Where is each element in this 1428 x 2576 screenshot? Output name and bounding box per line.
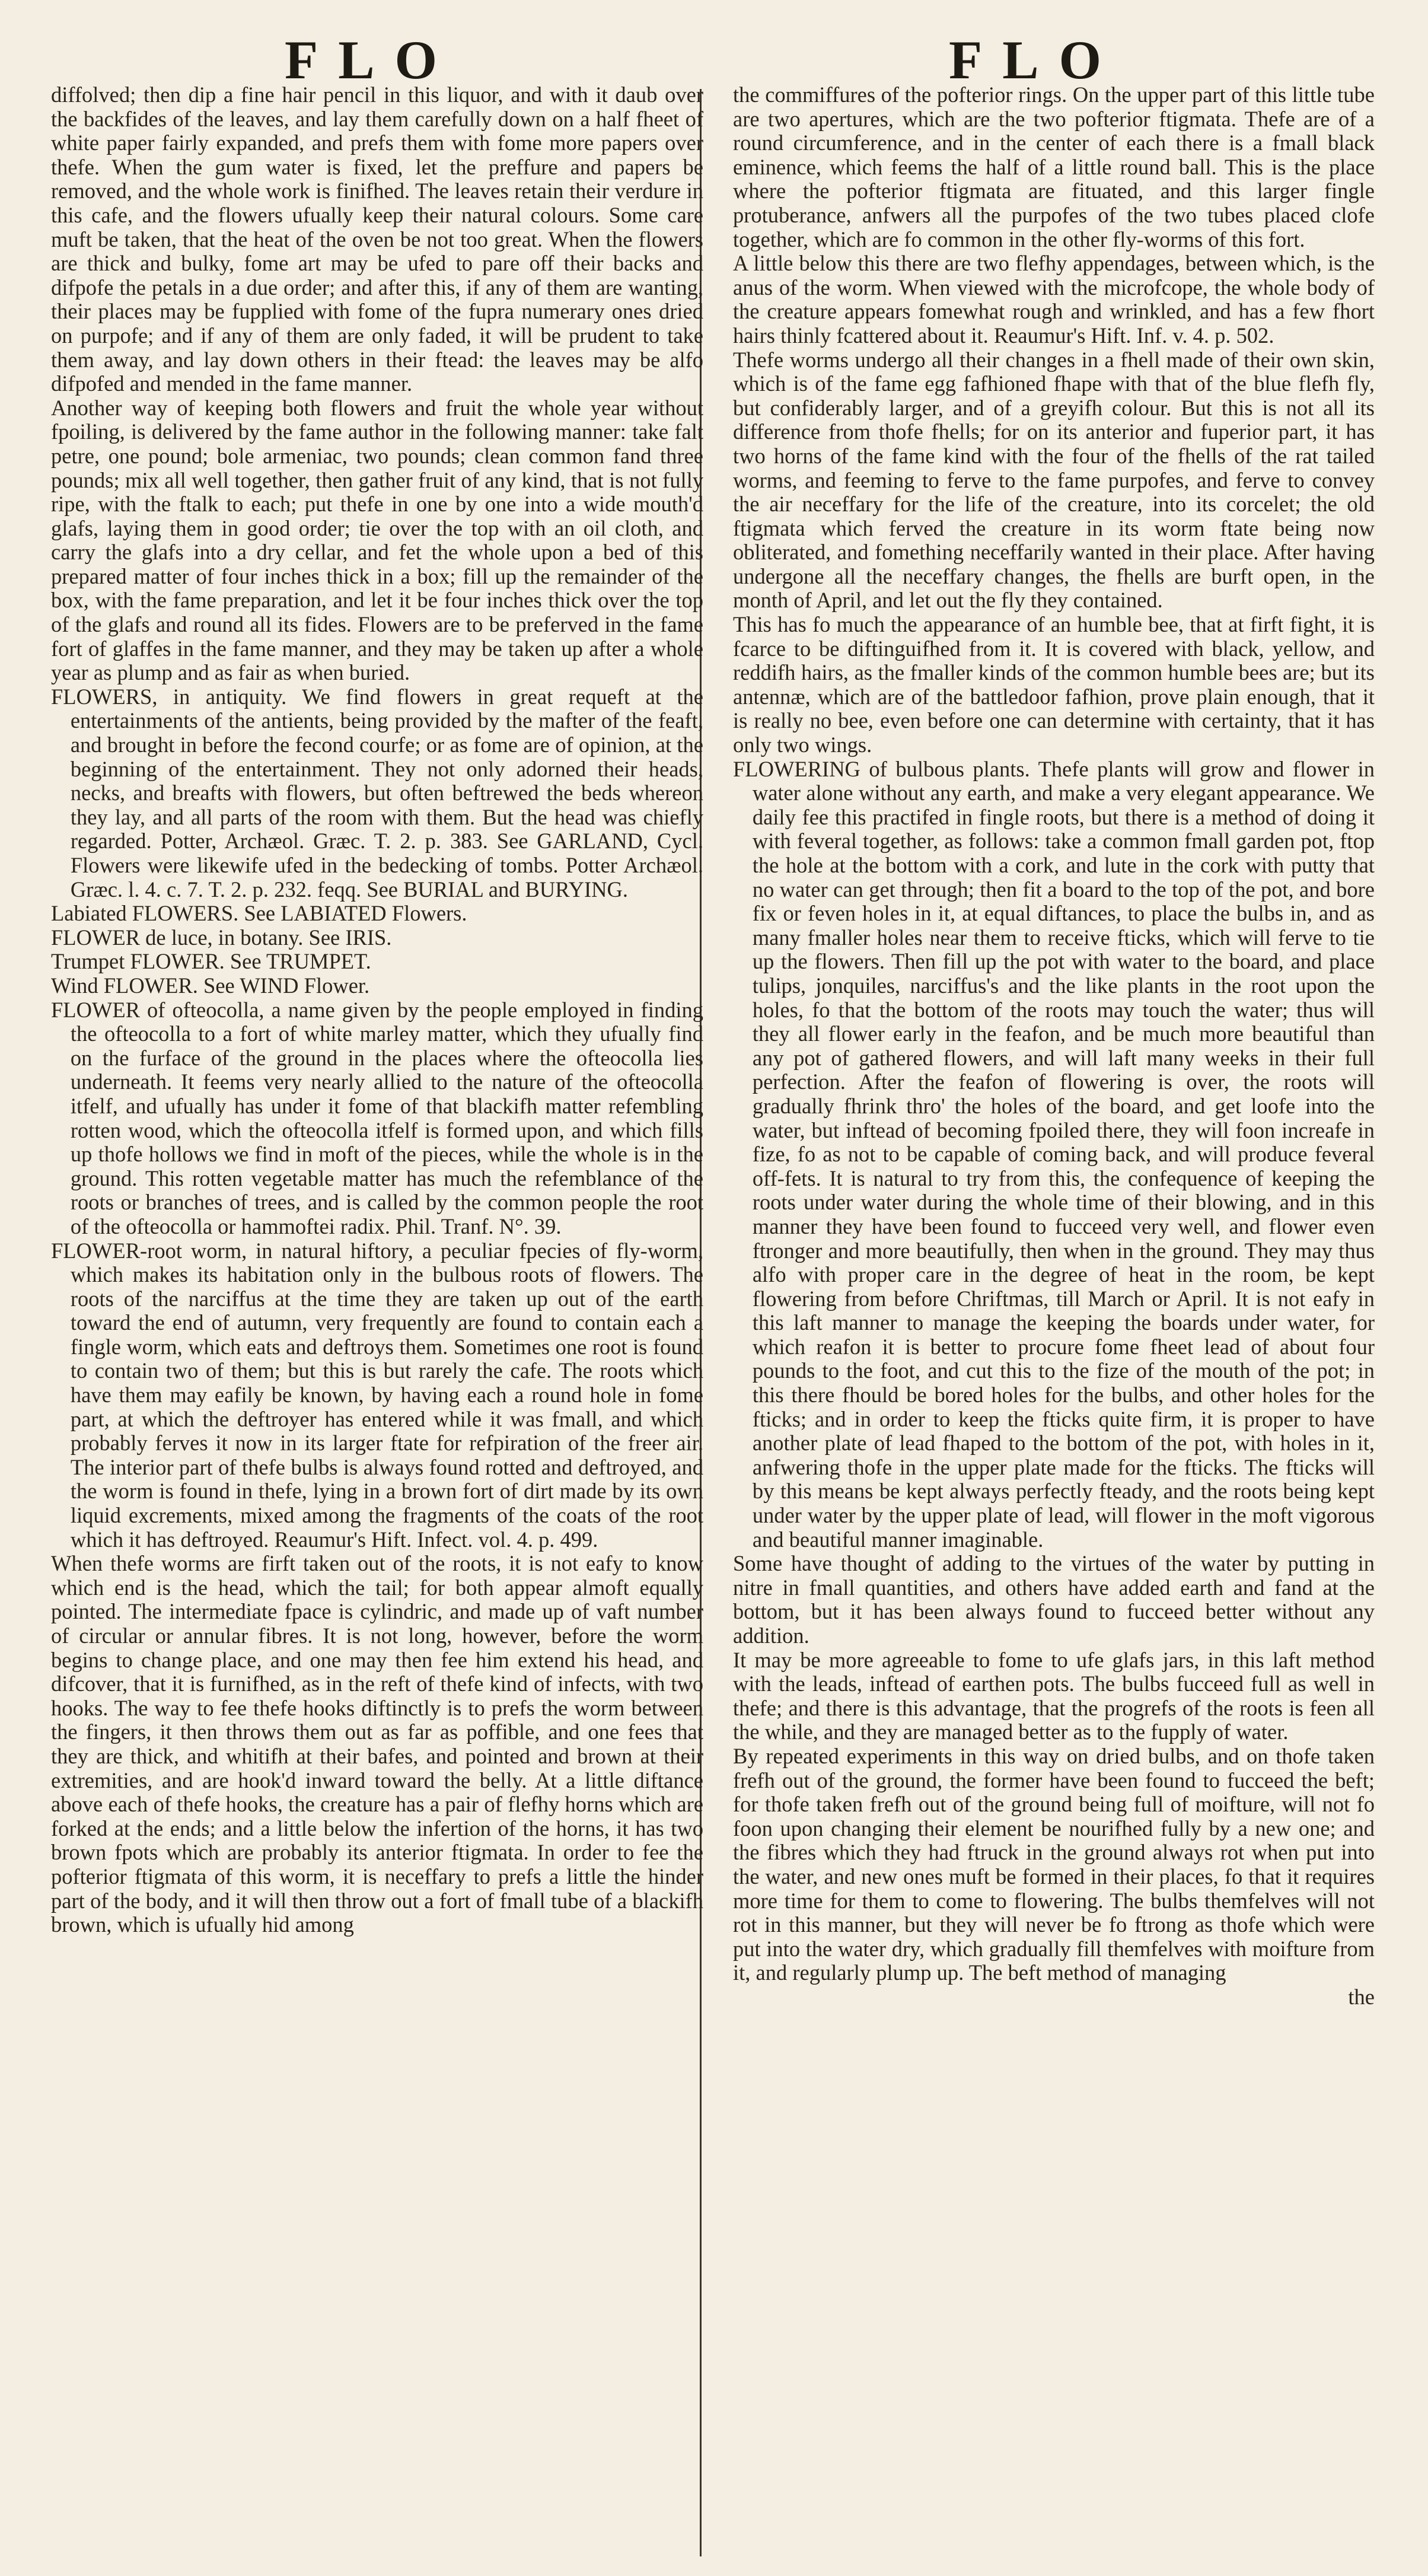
entry-flower-de-luce: FLOWER de luce, in botany. See IRIS. bbox=[51, 925, 392, 950]
left-column bbox=[51, 83, 703, 1937]
paragraph: By repeated experiments in this way on dried bulbs, and on thofe taken frefh out of the ground, the former have been found to fucceed the beft; for thofe taken frefh out of the ground being full of moifture, will not fo foon upon changing their element be nourifhed fully by a new one; and the fibres which they had ftruck in the ground always rot when put into the water, and new ones muft be formed in their places, fo that it requires more time for them to come to flowering. The bulbs themfelves will not rot in this manner, but they will never be fo ftrong as thofe which were put into the water dry, which gradually fill themfelves with moifture from it, and regularly plump up. The beft method of managing bbox=[733, 1743, 1375, 1985]
entry-trumpet-flower: Trumpet FLOWER. See TRUMPET. bbox=[51, 949, 371, 974]
catchword: the bbox=[1348, 1984, 1375, 2009]
paragraph: It may be more agreeable to fome to ufe glafs jars, in this laft method with the leads, inftead of earthen pots. The bulbs fucceed full as well in thefe; and there is this advantage, that the progrefs of the roots is feen all the while, and they are managed better as to the fupply of water. bbox=[733, 1647, 1375, 1744]
paragraph: This has fo much the appearance of an humble bee, that at firft fight, it is fcarce to be diftinguifhed from it. It is covered with black, yellow, and reddifh hairs, as the fmaller kinds of the common humble bees are; but its antennæ, which are of the battledoor fafhion, prove plain enough, that it is really no bee, even before one can determine with certainty, that it has only two wings. bbox=[733, 612, 1375, 757]
paragraph: When thefe worms are firft taken out of the roots, it is not eafy to know which end is the head, which the tail; for both appear almoft equally pointed. The intermediate fpace is cylindric, and made up of vaft number of circular or annular fibres. It is not long, however, before the worm begins to change place, and one may then fee him extend his head, and difcover, that it is furnifhed, as in the reft of thefe kind of infects, with two hooks. The way to fee thefe hooks diftinctly is to prefs the worm between the fingers, it then throws them out as far as poffible, and one fees that they are thick, and whitifh at their bafes, and pointed and brown at their extremities, and are hook'd inward toward the belly. At a little diftance above each of thefe hooks, the creature has a pair of flefhy horns which are forked at the ends; and a little below the infertion of the horns, it has two brown fpots which are probably its anterior ftigmata. In order to fee the pofterior ftigmata of this worm, it is neceffary to prefs a little the hinder part of the body, and it will then throw out a fort of fmall tube of a blackifh brown, which is ufually hid among bbox=[51, 1551, 703, 1937]
entry-wind-flower: Wind FLOWER. See WIND Flower. bbox=[51, 973, 370, 998]
entry-labiated-flowers: Labiated FLOWERS. See LABIATED Flowers. bbox=[51, 901, 467, 926]
right-column bbox=[733, 83, 1375, 2010]
entry-flowering-bulbous-plants: FLOWERING of bulbous plants. Thefe plants will grow and flower in water alone without any earth, and make a very elegant appearance. We daily fee this practifed in fingle roots, but there is a method of doing it with feveral together, as follows: take a common fmall garden pot, ftop the hole at the bottom with a cork, and lute in the cork with putty that no water can get through; then fit a board to the top of the pot, and bore fix or feven holes in it, at equal diftances, to place the bulbs in, and as many fmaller holes near them to receive fticks, which will ferve to tie up the flowers. Then fill up the pot with water to the board, and place tulips, jonquiles, narciffus's and the like plants in the root upon the holes, fo that the bottom of the roots may touch the water; thus will they all flower early in the feafon, and be much more beautiful than any pot of gathered flowers, and will laft many weeks in their full perfection. After the feafon of flowering is over, the roots will gradually fhrink thro' the holes of the board, and get loofe into the water, but inftead of becoming fpoiled there, they will foon increafe in fize, fo as not to be capable of coming back, and will produce feveral off-fets. It is natural to try from this, the confequence of keeping the roots under water during the whole time of their blowing, and in this manner they have been found to fucceed very well, and flower even ftronger and more beautifully, then when in the ground. They may thus alfo with proper care in the degree of heat in the room, be kept flowering from before Chriftmas, till March or April. It is not eafy in this laft manner to manage the keeping the boards under water, for which reafon it is better to procure fome fheet lead of about four pounds to the foot, and cut this to the fize of the mouth of the pot; in this there fhould be bored holes for the bulbs, and other holes for the fticks; and in order to keep the fticks quite firm, it is proper to have another plate of lead fhaped to the bottom of the pot, with holes in it, anfwering thofe in the upper plate made for the fticks. The fticks will by this means be kept always perfectly fteady, and the roots being kept under water by the upper plate of lead, will flower in the moft vigorous and beautiful manner imaginable. bbox=[733, 756, 1375, 1552]
paragraph: diffolved; then dip a fine hair pencil in this liquor, and with it daub over the backfides of the leaves, and lay them carefully down on a half fheet of white paper fairly expanded, and prefs them with fome more papers over thefe. When the gum water is fixed, let the preffure and papers be removed, and the whole work is finifhed. The leaves retain their verdure in this cafe, and the flowers ufually keep their natural colours. Some care muft be taken, that the heat of the oven be not too great. When the flowers are thick and bulky, fome art may be ufed to pare off their backs and difpofe the petals in a due order; and after this, if any of them are wanting, their places may be fupplied with fome of the fupra numerary ones dried on purpofe; and if any of them are only faded, it will be prudent to take them away, and lay down others in their ftead: the leaves may be alfo difpofed and mended in the fame manner. bbox=[51, 82, 703, 396]
entry-flower-root-worm: FLOWER-root worm, in natural hiftory, a peculiar fpecies of fly-worm, which makes its habitation only in the bulbous roots of flowers. The roots of the narciffus at the time they are taken up out of the earth toward the end of autumn, very frequently are found to contain each a fingle worm, which eats and deftroys them. Sometimes one root is found to contain two of them; but this is but rarely the cafe. The roots which have them may eafily be known, by having each a round hole in fome part, at which the deftroyer has entered while it was fmall, and which probably ferves it now in its larger ftate for refpiration of the freer air. The interior part of thefe bulbs is always found rotted and deftroyed, and the worm is found in thefe, lying in a brown fort of dirt made by its own liquid excrements, mixed among the fragments of the coats of the root which it has deftroyed. Reaumur's Hift. Infect. vol. 4. p. 499. bbox=[51, 1238, 703, 1552]
paragraph: Another way of keeping both flowers and fruit the whole year without fpoiling, is delivered by the fame author in the following manner: take falt petre, one pound; bole armeniac, two pounds; clean common fand three pounds; mix all well together, then gather fruit of any kind, that is not fully ripe, with the ftalk to each; put thefe in one by one into a wide mouth'd glafs, laying them in good order; tie over the top with an oil cloth, and carry the glafs into a dry cellar, and fet the whole upon a bed of this prepared matter of four inches thick in a box; fill up the remainder of the box, with the fame preparation, and let it be four inches thick over the top of the glafs and round all its fides. Flowers are to be preferved in the fame fort of glaffes in the fame manner, and they may be taken up after a whole year as plump and as fair as when buried. bbox=[51, 395, 703, 685]
paragraph: Some have thought of adding to the virtues of the water by putting in nitre in fmall quantities, and others have added earth and fand at the bottom, but it has been always found to fucceed better without any addition. bbox=[733, 1551, 1375, 1648]
paragraph: Thefe worms undergo all their changes in a fhell made of their own skin, which is of the fame egg fafhioned fhape with that of the blue flefh fly, but confiderably larger, and of a greyifh colour. But this is not all its difference from thofe fhells; for on its anterior and fuperior part, it has two horns of the fame kind with the four of the fhells of the rat tailed worms, and feeming to ferve to the fame purpofes, and ferve to convey the air neceffary for the life of the creature, into its corcelet; the old ftigmata which ferved the creature in its worm ftate being now obliterated, and fomething neceffarily wanted in their place. After having undergone all the neceffary changes, the fhells are burft open, in the month of April, and let out the fly they contained. bbox=[733, 347, 1375, 613]
running-head-right: FLO bbox=[949, 30, 1122, 90]
running-head-left: FLO bbox=[285, 30, 458, 90]
paragraph: the commiffures of the pofterior rings. On the upper part of this little tube are two apertures, which are the two pofterior ftigmata. Thefe are of a round circumference, and in the center of each there is a fmall black eminence, which feems the half of a little round ball. This is the place where the pofterior ftigmata are fituated, and this larger fingle protuberance, anfwers all the purpofes of the two tubes placed clofe together, which are fo common in the other fly-worms of this fort. bbox=[733, 82, 1375, 251]
entry-flowers-antiquity: FLOWERS, in antiquity. We find flowers in great requeft at the entertainments of the antients, being provided by the mafter of the feaft, and brought in before the fecond courfe; or as fome are of opinion, at the beginning of the entertainment. They not only adorned their heads, necks, and breafts with flowers, but often beftrewed the beds whereon they lay, and all parts of the room with them. But the head was chiefly regarded. Potter, Archæol. Græc. T. 2. p. 383. See GARLAND, Cycl. Flowers were likewife ufed in the bedecking of tombs. Potter Archæol. Græc. l. 4. c. 7. T. 2. p. 232. feqq. See BURIAL and BURYING. bbox=[51, 684, 703, 902]
entry-flower-of-osteocolla: FLOWER of ofteocolla, a name given by the people employed in finding the ofteocolla to a fort of white marley matter, which they ufually find on the furface of the ground in the places where the ofteocolla lies underneath. It feems very nearly allied to the nature of the ofteocolla itfelf, and ufually has under it fome of that blackifh matter refembling rotten wood, which the ofteocolla itfelf is formed upon, and which fills up thofe hollows we find in moft of the pieces, while the whole is in the ground. This rotten vegetable matter has much the refemblance of the roots or branches of trees, and is called by the common people the root of the ofteocolla or hammoftei radix. Phil. Tranf. N°. 39. bbox=[51, 997, 703, 1238]
paragraph: A little below this there are two flefhy appendages, between which, is the anus of the worm. When viewed with the microfcope, the whole body of the creature appears fomewhat rough and wrinkled, and has a few fhort hairs thinly fcattered about it. Reaumur's Hift. Inf. v. 4. p. 502. bbox=[733, 251, 1375, 348]
